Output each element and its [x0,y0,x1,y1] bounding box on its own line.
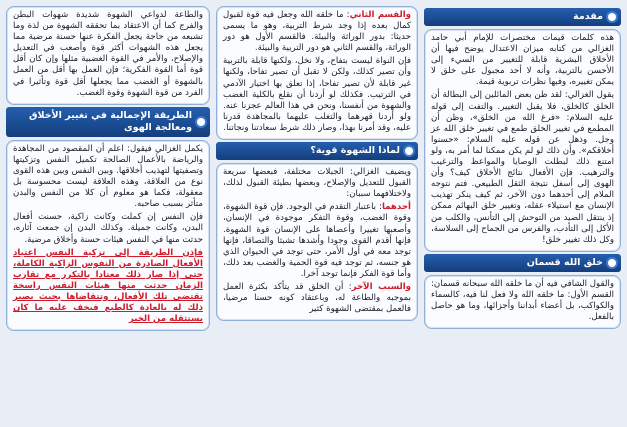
second-part-box [216,6,418,140]
why-heading-label: لماذا الشهوة قوية؟ [310,145,400,157]
seed-paragraph: فإن النواة ليست بتفاح، ولا نخل، ولكنها قابلة بالتربية وأن تصير كذلك، ولكن لا تقبل أن تصير تفاحا، ولكنها غير قابلة لأن تصير تفاحا، إذا تعلق بها اختيار الآدمي في الترتيب. فكذلك لو أردنا أن نقلع بالكلية الغضب والشهوة من أنفسنا، ونحن في هذا العالم عجزنا عنه. ولو أردنا قهرهما والتغلب عليهما بالمجاهدة قدرنا عليه، وقد أمرنا بهذا، وصار ذلك شرط سعادتنا ونجاتنا. [223,56,411,133]
top-box [6,6,210,105]
intro-box [424,29,621,252]
why-box [216,163,418,321]
intro-heading [424,8,621,26]
second-reason-paragraph [223,282,411,315]
middle-column [216,6,418,423]
left-column [6,6,210,423]
circle-bullet-icon [608,13,616,21]
method-box [6,140,210,332]
second-part-text: : ما خلقه الله وجعل فيه قوة لقبول كمال بعده إذا وجد شرط التربية، وهو ما يسمى حديثا: بدور الوراثة والبيئة. فالقسم الأول هو دور الوراثة، والقسم الثاني هو دور التربية والبيئة. [223,10,411,54]
divisions-box [424,275,621,329]
second-reason-text: : أن الخلق قد يتأكد بكثرة العمل بموجبه والطاعة له، وباعتقاد كونه حسنا مرضيا، فالعمل بمقتضى الشهوة كثير [223,281,411,315]
why-heading [216,142,418,160]
second-part-paragraph [223,10,411,54]
circle-bullet-icon [608,259,616,267]
quote-paragraph: يقول الغزالي: لقد ظن بعض المائلين إلى البطالة أن الخلق كالخلق، فلا يقبل التغيير. والتفت إلى قوله عليه السلام: «فرغ الله من الخلق»، وظن أن المطمع في تغيير الخلق طمع في تغيير خلق الله عز وجل. وذهل عن قوله عليه السلام: «حسنوا أخلاقكم». وأن ذلك لو لم يكن ممكنا لما أمر به، ولو امتنع ذلك لبطلت الوصايا والمواعظ والترغيب والترهيب. فإن الأفعال نتائج الأخلاق كيف؟ وأن الهوى إلى أسفل نتيجة الثقل الطبيعي. فتم نتوجه الملام إلى أحدهما دون الآخر، ثم كيف ينكر تهذيب الإنسان مع استيلاء عقله، وتغيير خلق البهائم ممكن إذ ينتقل الصيد من التوحش إلى التأنس، والكلب من الأكل إلى التأدب، والفرس من الجماح إلى السلاسة، وكل ذلك تغيير خلق! [431,90,614,245]
method-paragraph: يكمل الغزالي فيقول: اعلم أن المقصود من المجاهدة والرياضة بالأعمال الصالحة تكميل النفس وتزكيتها وتصفيتها لتهذيب أخلاقها. وبين النفس وبين هذه القوى نوع من العلاقة، وهذه العلاقة ليست محسوسة بل معقولة، فكما هو معلوم أن كلا من النفس والبدن متأثر بسبب صاحبه. [13,143,203,210]
circle-bullet-icon [197,118,205,126]
divisions-heading [424,254,621,272]
method-heading-label: الطريقة الإجمالية في تغيير الأخلاق ومعالجة الهوى [28,109,192,133]
first-reason-label: أحدهما [381,202,411,213]
circle-bullet-icon [405,147,413,155]
first-reason-paragraph [223,202,411,280]
method-heading [6,107,210,137]
second-part-label: والقسم الثاني [349,10,411,20]
intro-heading-label: مقدمة [573,11,603,22]
first-reason-text: : باعتبار التقدم في الوجود. فإن قوة الشهوة، وقوة الغضب، وقوة التفكر موجودة في الإنسان، وأصعبها تغييرا وأعصاها على الإنسان قوة الشهوة. فإنها أقدم القوى وجودا وأشدها تشبثا والتصاقا، فإنها توجد معه في أول الأمر، حتى توجد في الحيوان الذي هو جنسه، ثم توجد فيه قوة الحمية والغضب بعد ذلك، وأما قوة الفكر فإنما توجد آخرا. [223,202,411,279]
top-paragraph: والطاعة لدواعي الشهوة شديدة شهوات البطن والفرج كما أن الاعتقاد بما تحققه الشهوة من لذة وما تشبعه من حاجة يجعل الفكرة عنها حسنة مرضية مما يجعل هذه الشهوات أكثر قوة وأصعب في التعديل والإصلاح، والأمر في القوة الغضبية مثلها وإن كان أقل قوة أما القوة الفكرية؛ فإن العمل بها أقل من العمل بالشهوة أو الغضب مما يجعلها أقل قوة وتأثيرا في الفرد من قوة الشهوة وقوة الغضب. [13,10,203,98]
example-paragraph: فإن النفس إن كملت وكانت زاكية، حسنت أفعال البدن، وكانت جميلة. وكذلك البدن إن جمعت آثاره، حدثت منها في النفس هيئات حسنة وأخلاق مرضية. [13,212,203,245]
second-reason-label: والسبب الآخر [351,281,411,292]
conclusion-paragraph: فإذن الطريقة إلى تزكية النفس اعتياد الأفعال الصادرة من النفوس الزاكية الكاملة، حتى إذا صار ذلك معتادا بالتكرر مع تقارب الزمان حدثت منها هيئات النفس راسخة تقتضي تلك الأفعال، وتتقاضاها بحيث يصير ذلك له بالعادة كالطبع فيخف عليه ما كان يستثقله من الخير [13,247,203,325]
intro-paragraph: هذه كلمات قيمات مختصرات للإمام أبي حامد الغزالي من كتابه ميزان الاعتدال يوضح فيها أن الأخلاق البشرية قابلة للتغيير من السيء إلى الأحسن بالتربية، وأنه لا أحد مجبول على خلق لا يمكن تغييره، وفيها نظرات تربوية قيمة. [431,33,614,88]
divisions-heading-label: خلق الله قسمان [526,256,603,268]
right-column [424,6,621,423]
why-intro-paragraph: ويضيف الغزالي: الجبلات مختلفة، فبعضها سريعة القبول للتعديل والإصلاح، وبعضها بطيئة القبول لذلك، ولاختلافهما سببان: [223,167,411,200]
divisions-paragraph: والقول الشافي فيه أن ما خلقه الله سبحانه قسمان: القسم الأول: ما خلقه الله ولا فعل لنا فيه، كالسماء والكواكب، بل أعضاء أبداننا وأجزائها، وما هو حاصل بالفعل. [431,278,614,323]
